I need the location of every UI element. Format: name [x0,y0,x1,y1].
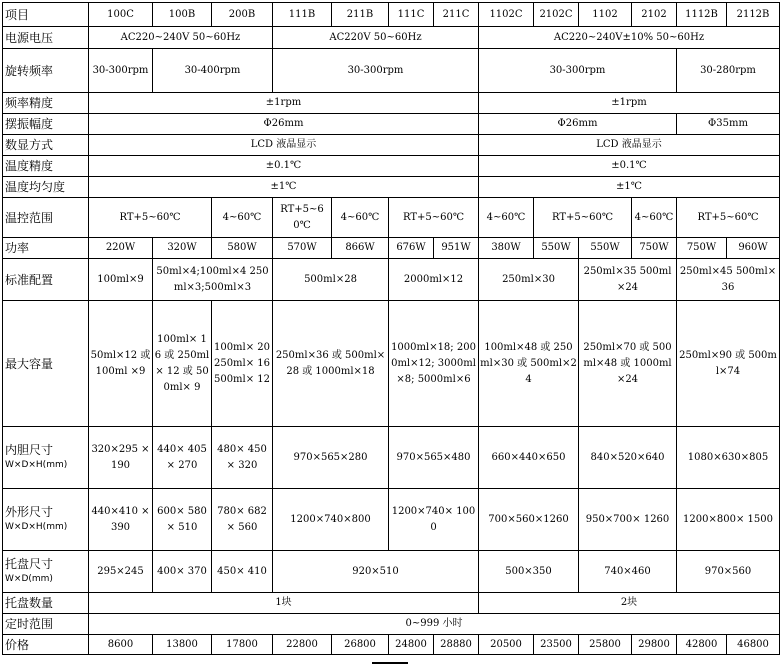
voltage-cell: AC220V 50~60Hz [273,27,479,49]
row-temp-range [3,198,780,238]
voltage-cell: AC220~240V±10% 50~60Hz [479,27,780,49]
amplitude-cell: Φ26mm [89,114,479,135]
model-cell: 211B [332,3,389,27]
header-tray-size [3,551,89,593]
inner-size-cell: 970×565×480 [389,427,479,489]
tray-size-cell: 500×350 [479,551,579,593]
power-cell: 951W [434,238,479,259]
outer-size-cell: 600× 580× 510 [153,489,212,551]
header-power: 功率 [3,238,89,259]
power-cell: 550W [579,238,632,259]
header-price: 价格 [3,635,89,655]
row-inner-size [3,427,780,489]
row-freq-acc [3,93,780,114]
max-cap-cell: 50ml×12 或 100ml ×9 [89,301,153,427]
temp-range-cell: RT+5~60℃ [389,198,479,238]
tray-size-unit: W×D(mm) [5,574,53,584]
price-cell: 46800 [727,635,780,655]
power-cell: 570W [273,238,332,259]
row-max-capacity [3,301,780,427]
display-cell: LCD 液晶显示 [89,135,479,156]
header-temp-range: 温控范围 [3,198,89,238]
row-tray-size [3,551,780,593]
outer-size-cell: 1200×740×800 [273,489,389,551]
price-cell: 29800 [632,635,677,655]
model-cell: 2102C [534,3,579,27]
temp-uni-cell: ±1℃ [89,177,479,198]
model-cell: 200B [212,3,273,27]
temp-uni-cell: ±1℃ [479,177,780,198]
display-cell: LCD 液晶显示 [479,135,780,156]
header-temp-uniformity: 温度均匀度 [3,177,89,198]
header-outer-size [3,489,89,551]
row-voltage [3,27,780,49]
power-cell: 580W [212,238,273,259]
inner-size-cell: 320×295 ×190 [89,427,153,489]
row-outer-size [3,489,780,551]
inner-size-cell: 480× 450× 320 [212,427,273,489]
row-speed [3,49,780,93]
speed-cell: 30-400rpm [153,49,273,93]
model-cell: 111B [273,3,332,27]
power-cell: 220W [89,238,153,259]
header-voltage: 电源电压 [3,27,89,49]
header-temp-acc: 温度精度 [3,156,89,177]
outer-size-label: 外形尺寸 [5,505,54,519]
std-config-cell: 250ml×45 500ml×36 [677,259,780,301]
model-cell: 1102C [479,3,534,27]
temp-range-cell: 4~60℃ [212,198,273,238]
model-cell: 111C [389,3,434,27]
row-model [3,3,780,27]
speed-cell: 30-300rpm [479,49,677,93]
tray-size-label: 托盘尺寸 [5,557,54,571]
row-price [3,635,780,655]
temp-range-cell: RT+5~60℃ [273,198,332,238]
outer-size-cell: 700×560×1260 [479,489,579,551]
price-cell: 28880 [434,635,479,655]
max-cap-cell: 100ml× 16 或 250ml× 12 或 500ml× 9 [153,301,212,427]
tray-size-cell: 295×245 [89,551,153,593]
max-cap-cell: 250ml×36 或 500ml×28 或 1000ml×18 [273,301,389,427]
tray-size-cell: 450× 410 [212,551,273,593]
header-tray-count: 托盘数量 [3,593,89,614]
row-display [3,135,780,156]
row-std-config [3,259,780,301]
std-config-cell: 50ml×4;100ml×4 250ml×3;500ml×3 [153,259,273,301]
header-model: 项目 [3,3,89,27]
power-cell: 960W [727,238,780,259]
freq-acc-cell: ±1rpm [89,93,479,114]
tray-size-cell: 920×510 [273,551,479,593]
max-cap-cell: 100ml× 20 250ml× 16 500ml× 12 [212,301,273,427]
header-timer: 定时范围 [3,614,89,635]
price-cell: 25800 [579,635,632,655]
freq-acc-cell: ±1rpm [479,93,780,114]
row-power [3,238,780,259]
inner-size-label: 内胆尺寸 [5,443,54,457]
power-cell: 380W [479,238,534,259]
price-cell: 22800 [273,635,332,655]
power-cell: 866W [332,238,389,259]
outer-size-cell: 440×410 ×390 [89,489,153,551]
model-cell: 100C [89,3,153,27]
outer-size-unit: W×D×H(mm) [5,522,68,532]
power-cell: 676W [389,238,434,259]
std-config-cell: 100ml×9 [89,259,153,301]
tray-count-cell: 2块 [479,593,780,614]
header-speed: 旋转频率 [3,49,89,93]
price-cell: 42800 [677,635,727,655]
speed-cell: 30-300rpm [89,49,153,93]
temp-range-cell: 4~60℃ [332,198,389,238]
inner-size-unit: W×D×H(mm) [5,460,68,470]
power-cell: 320W [153,238,212,259]
header-display: 数显方式 [3,135,89,156]
price-cell: 26800 [332,635,389,655]
timer-cell: 0~999 小时 [89,614,780,635]
std-config-cell: 2000ml×12 [389,259,479,301]
model-cell: 2112B [727,3,780,27]
inner-size-cell: 660×440×650 [479,427,579,489]
max-cap-cell: 250ml×90 或 500ml×74 [677,301,780,427]
bottom-divider [372,662,408,664]
speed-cell: 30-280rpm [677,49,780,93]
row-temp-uniformity [3,177,780,198]
power-cell: 550W [534,238,579,259]
inner-size-cell: 970×565×280 [273,427,389,489]
max-cap-cell: 1000ml×18; 2000ml×12; 3000ml×8; 5000ml×6 [389,301,479,427]
temp-acc-cell: ±0.1℃ [89,156,479,177]
temp-range-cell: 4~60℃ [632,198,677,238]
power-cell: 750W [632,238,677,259]
header-freq-acc: 频率精度 [3,93,89,114]
tray-size-cell: 400× 370 [153,551,212,593]
price-cell: 20500 [479,635,534,655]
temp-range-cell: 4~60℃ [479,198,534,238]
voltage-cell: AC220~240V 50~60Hz [89,27,273,49]
tray-size-cell: 970×560 [677,551,780,593]
std-config-cell: 250ml×35 500ml×24 [579,259,677,301]
model-cell: 1112B [677,3,727,27]
model-cell: 1102 [579,3,632,27]
outer-size-cell: 1200×740× 1000 [389,489,479,551]
temp-range-cell: RT+5~60℃ [89,198,212,238]
speed-cell: 30-300rpm [273,49,479,93]
power-cell: 750W [677,238,727,259]
price-cell: 23500 [534,635,579,655]
row-amplitude [3,114,780,135]
price-cell: 24800 [389,635,434,655]
price-cell: 17800 [212,635,273,655]
row-timer [3,614,780,635]
std-config-cell: 250ml×30 [479,259,579,301]
temp-acc-cell: ±0.1℃ [479,156,780,177]
spec-table [2,2,780,655]
model-cell: 211C [434,3,479,27]
model-cell: 2102 [632,3,677,27]
inner-size-cell: 1080×630×805 [677,427,780,489]
model-cell: 100B [153,3,212,27]
amplitude-cell: Φ26mm [479,114,677,135]
max-cap-cell: 250ml×70 或 500ml×48 或 1000ml×24 [579,301,677,427]
std-config-cell: 500ml×28 [273,259,389,301]
outer-size-cell: 1200×800× 1500 [677,489,780,551]
tray-count-cell: 1块 [89,593,479,614]
header-inner-size [3,427,89,489]
outer-size-cell: 950×700× 1260 [579,489,677,551]
tray-size-cell: 740×460 [579,551,677,593]
row-tray-count [3,593,780,614]
outer-size-cell: 780× 682× 560 [212,489,273,551]
price-cell: 8600 [89,635,153,655]
inner-size-cell: 440× 405× 270 [153,427,212,489]
max-cap-cell: 100ml×48 或 250ml×30 或 500ml×24 [479,301,579,427]
header-amplitude: 摆振幅度 [3,114,89,135]
row-temp-acc [3,156,780,177]
amplitude-cell: Φ35mm [677,114,780,135]
temp-range-cell: RT+5~60℃ [534,198,632,238]
header-std-config: 标准配置 [3,259,89,301]
price-cell: 13800 [153,635,212,655]
temp-range-cell: RT+5~60℃ [677,198,780,238]
inner-size-cell: 840×520×640 [579,427,677,489]
header-max-capacity: 最大容量 [3,301,89,427]
